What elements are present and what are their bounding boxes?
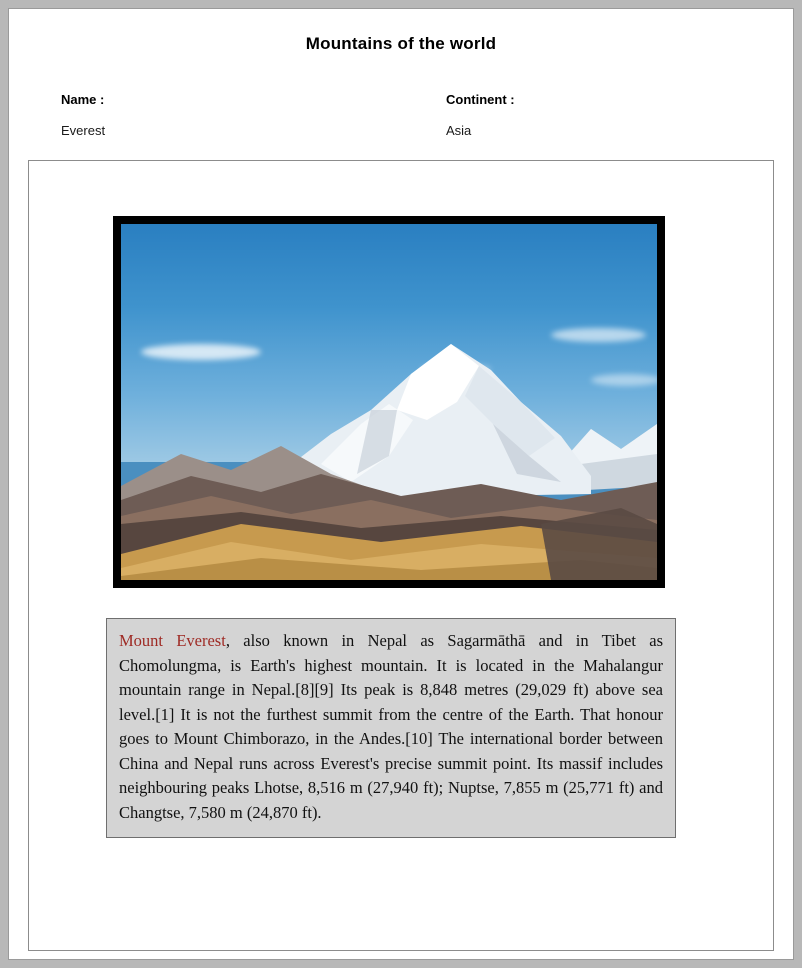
content-panel (28, 160, 774, 951)
description-text (119, 629, 663, 825)
field-name-label: Name : (61, 92, 105, 107)
field-continent-label: Continent : (446, 92, 515, 107)
description-panel (106, 618, 676, 838)
field-name-value: Everest (61, 123, 106, 138)
page-title: Mountains of the world (305, 34, 497, 53)
photo-frame (113, 216, 665, 588)
mountain-range-illustration (121, 224, 657, 580)
description-body: , also known in Nepal as Sagarmāthā and in Tibet as Chomolungma, is Earth's highest mountain. It is located in the Mahalangur mountain range in Nepal.[8][9] Its peak is 8,848 metres (29,029 ft) above sea level.[1] It is not the furthest summit from the centre of the Earth. That honour goes to Mount Chimborazo, in the Andes.[10] The international border between China and Nepal runs across Everest's precise summit point. Its massif includes neighbouring peaks Lhotse, 8,516 m (27,940 ft); Nuptse, 7,855 m (25,771 ft) and Changtse, 7,580 m (24,870 ft). (119, 631, 664, 822)
description-highlight: Mount Everest (119, 631, 226, 650)
document-page (8, 8, 794, 960)
field-continent-value: Asia (446, 123, 472, 138)
field-name (61, 92, 105, 138)
field-row (9, 92, 793, 152)
mountain-photo (121, 224, 657, 580)
field-continent (446, 92, 515, 138)
